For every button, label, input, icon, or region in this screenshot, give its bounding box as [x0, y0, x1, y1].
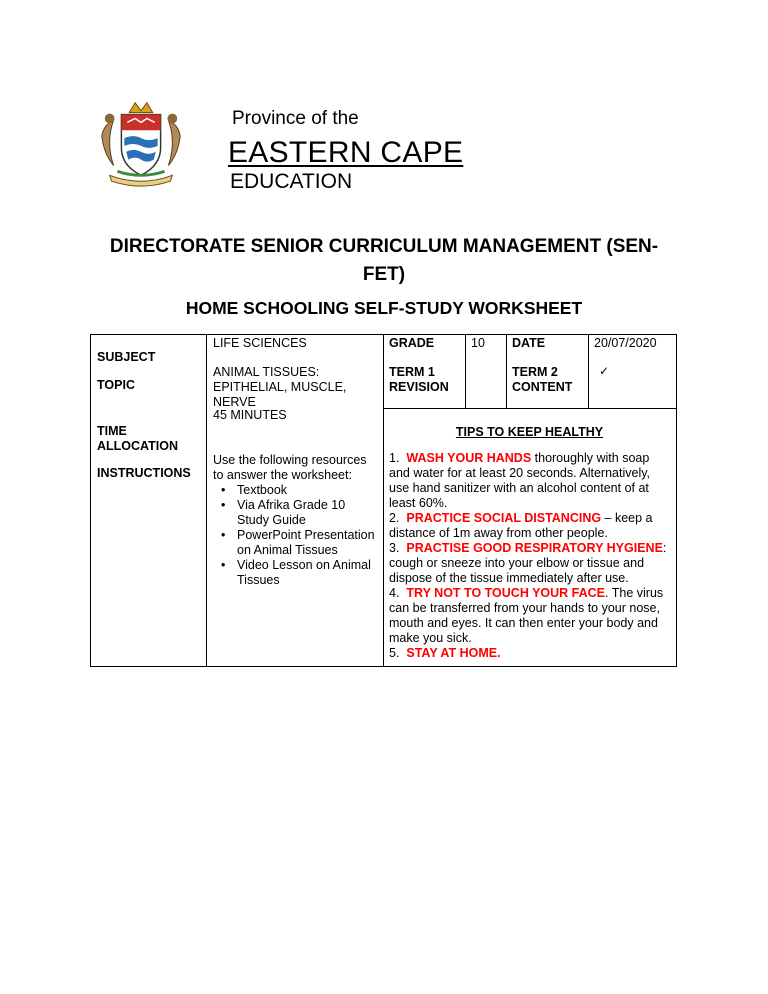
tips-list [389, 451, 671, 661]
province-name: EASTERN CAPE [228, 136, 464, 169]
check-icon: ✓ [599, 364, 610, 378]
tip-text: thoroughly with soap and water for at least 20 seconds. Alternatively, use hand sanitizer with an alcohol content of at least 60%. [389, 451, 651, 510]
time-allocation-value: 45 MINUTES [213, 408, 287, 422]
term2-content-label: TERM 2 CONTENT [512, 365, 573, 394]
date-value: 20/07/2020 [594, 336, 657, 350]
worksheet-info-table [90, 334, 677, 667]
directorate-line-2: FET) [362, 264, 406, 285]
resource-item: • Video Lesson on Animal Tissues [237, 558, 379, 588]
resources-list [213, 483, 379, 588]
tip-highlight: STAY AT HOME. [406, 646, 501, 660]
tip-number: 4. [389, 586, 400, 600]
directorate-heading [60, 233, 708, 289]
tip-number: 5. [389, 646, 400, 660]
subject-value: LIFE SCIENCES [213, 336, 307, 350]
tip-text: – keep a distance of 1m away from other people. [389, 511, 653, 540]
tip-item [389, 451, 671, 511]
coat-of-arms-logo [92, 93, 190, 191]
topic-label: TOPIC [97, 378, 135, 392]
resource-item: • PowerPoint Presentation on Animal Tissues [237, 528, 379, 558]
province-line: Province of the [232, 108, 359, 129]
tip-item [389, 586, 671, 646]
tip-highlight: PRACTICE SOCIAL DISTANCING [406, 511, 602, 525]
subject-label: SUBJECT [97, 350, 156, 364]
directorate-line-1: DIRECTORATE SENIOR CURRICULUM MANAGEMENT (SEN- [109, 236, 659, 257]
date-label: DATE [512, 336, 546, 350]
tip-text: : cough or sneeze into your elbow or tissue and dispose of the tissue immediately after use. [389, 541, 667, 585]
time-allocation-label: TIME ALLOCATION [97, 424, 179, 453]
tip-highlight: PRACTISE GOOD RESPIRATORY HYGIENE [406, 541, 663, 555]
grade-label: GRADE [389, 336, 435, 350]
worksheet-title: HOME SCHOOLING SELF-STUDY WORKSHEET [185, 298, 583, 318]
tip-number: 2. [389, 511, 400, 525]
term1-revision-label: TERM 1 REVISION [389, 365, 449, 394]
tip-item [389, 541, 671, 586]
department-name: EDUCATION [230, 170, 353, 193]
tip-item [389, 646, 671, 661]
instructions-label: INSTRUCTIONS [97, 466, 191, 480]
tip-number: 1. [389, 451, 400, 465]
resource-item: • Textbook [237, 483, 379, 498]
tip-highlight: TRY NOT TO TOUCH YOUR FACE [406, 586, 606, 600]
tip-highlight: WASH YOUR HANDS [406, 451, 532, 465]
tip-text: . The virus can be transferred from your hands to your nose, mouth and eyes. It can then enter your body and make you sick. [389, 586, 664, 645]
grade-value: 10 [471, 336, 485, 350]
tips-heading: TIPS TO KEEP HEALTHY [455, 425, 604, 439]
topic-value: ANIMAL TISSUES: EPITHELIAL, MUSCLE, NERVE [213, 365, 347, 409]
instructions-intro: Use the following resources to answer the worksheet: [213, 453, 367, 482]
tip-number: 3. [389, 541, 400, 555]
tip-item [389, 511, 671, 541]
resource-item: • Via Afrika Grade 10 Study Guide [237, 498, 379, 528]
instructions-block [213, 453, 379, 588]
